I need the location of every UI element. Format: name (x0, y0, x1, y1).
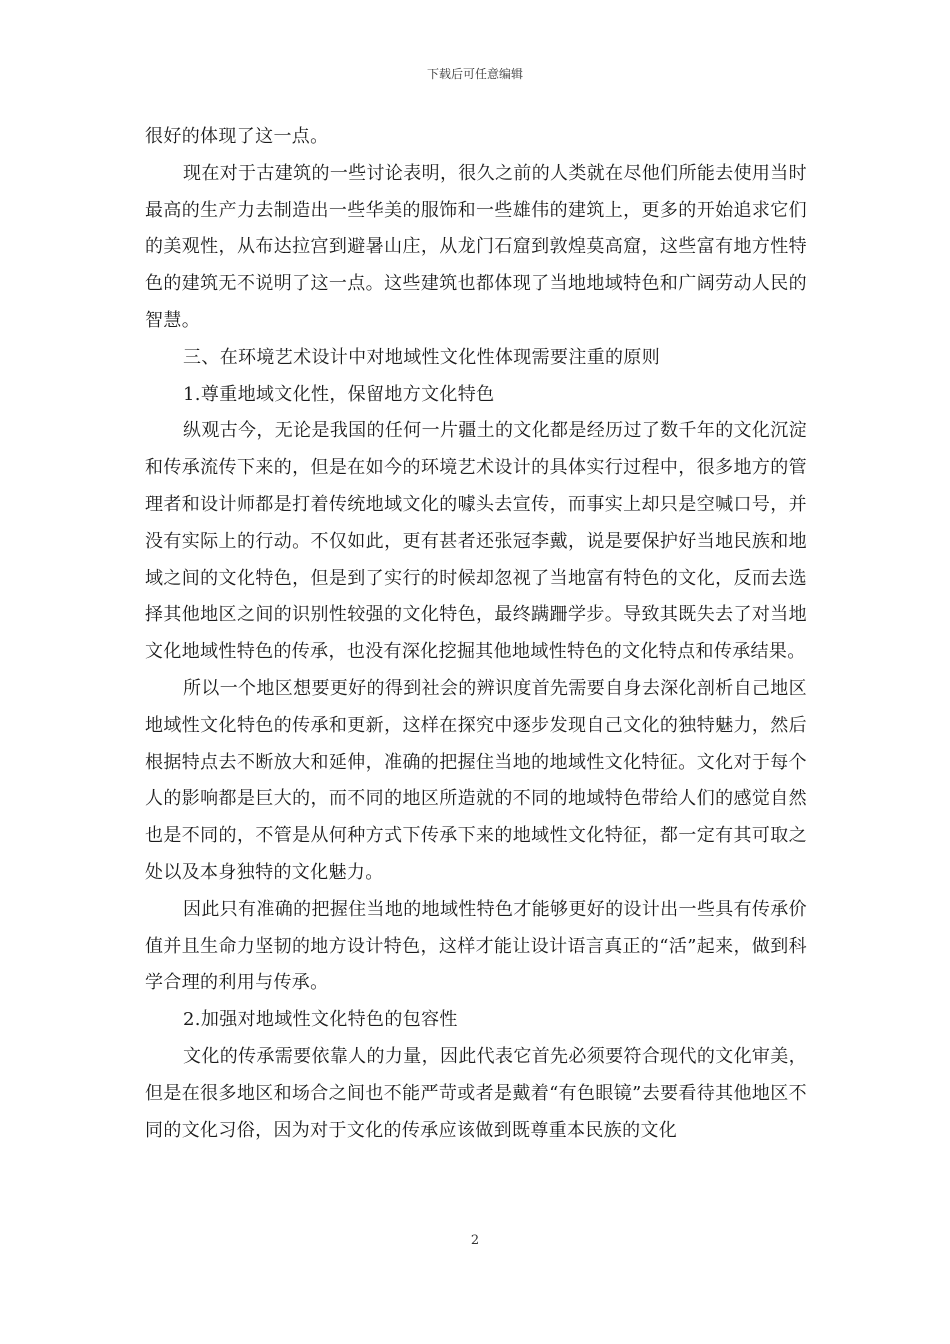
paragraph: 因此只有准确的把握住当地的地域性特色才能够更好的设计出一些具有传承价值并且生命力坚韧的地方设计特色，这样才能让设计语言真正的“活”起来，做到科学合理的利用与传承。 (145, 898, 807, 994)
subsection-heading: 1.尊重地域文化性，保留地方文化特色 (183, 383, 495, 405)
paragraph: 现在对于古建筑的一些讨论表明，很久之前的人类就在尽他们所能去使用当时最高的生产力去制造出一些华美的服饰和一些雄伟的建筑上，更多的开始追求它们的美观性，从布达拉宫到避暑山庄，从龙门石窟到敦煌莫高窟，这些富有地方性特色的建筑无不说明了这一点。这些建筑也都体现了当地地域特色和广阔劳动人民的智慧。 (145, 162, 807, 331)
page-header: 下载后可任意编辑 (426, 67, 523, 81)
paragraph: 很好的体现了这一点。 (145, 126, 329, 147)
document-body (145, 119, 807, 1149)
paragraph: 所以一个地区想要更好的得到社会的辨识度首先需要自身去深化剖析自己地区地域性文化特色的传承和更新，这样在探究中逐步发现自己文化的独特魅力，然后根据特点去不断放大和延伸，准确的把握住当地的地域性文化特征。文化对于每个人的影响都是巨大的，而不同的地区所造就的不同的地域特色带给人们的感觉自然也是不同的，不管是从何种方式下传承下来的地域性文化特征，都一定有其可取之处以及本身独特的文化魅力。 (145, 677, 807, 883)
paragraph: 纵观古今，无论是我国的任何一片疆土的文化都是经历过了数千年的文化沉淀和传承流传下来的，但是在如今的环境艺术设计的具体实行过程中，很多地方的管理者和设计师都是打着传统地域文化的噱头去宣传，而事实上却只是空喊口号，并没有实际上的行动。不仅如此，更有甚者还张冠李戴，说是要保护好当地民族和地域之间的文化特色，但是到了实行的时候却忽视了当地富有特色的文化，反而去选择其他地区之间的识别性较强的文化特色，最终蹒跚学步。导致其既失去了对当地文化地域性特色的传承，也没有深化挖掘其他地域性特色的文化特点和传承结果。 (145, 420, 807, 663)
paragraph: 文化的传承需要依靠人的力量，因此代表它首先必须要符合现代的文化审美，但是在很多地区和场合之间也不能严苛或者是戴着“有色眼镜”去要看待其他地区不同的文化习俗，因为对于文化的传承应该做到既尊重本民族的文化 (145, 1045, 807, 1141)
section-heading: 三、在环境艺术设计中对地域性文化性体现需要注重的原则 (183, 346, 661, 368)
page-number: 2 (470, 1233, 480, 1248)
subsection-heading: 2.加强对地域性文化特色的包容性 (183, 1009, 458, 1031)
